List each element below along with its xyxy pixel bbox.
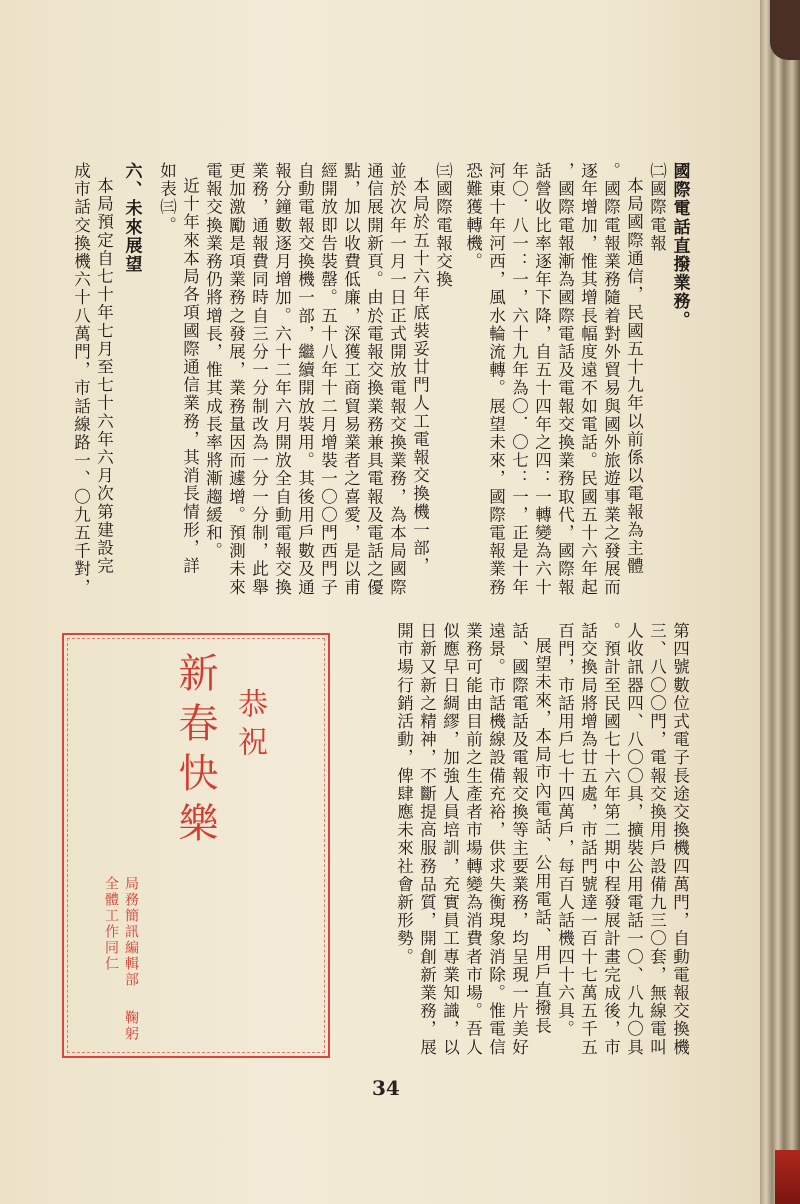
- text-line: 並於次年一月一日正式開放電報交換業務，為本局國際: [387, 162, 407, 597]
- text-line: 自動電報交換機一部，繼續開放裝用。其後用戶數及通: [295, 162, 315, 597]
- text-line: 百門，市話用戶七十四萬戶，每百人話機四十六具。: [555, 622, 575, 1039]
- text-line: 開市場行銷活動，俾肆應未來社會新形勢。: [394, 622, 414, 966]
- text-line: 年〇．八一：一，六十九年為〇．〇七：一，正是十年: [509, 162, 529, 597]
- text-line: 本局預定自七十年七月至七十六年六月次第建設完: [94, 177, 114, 576]
- text-line: 報分鐘數逐月增加。六十二年六月開放全自動電報交換: [272, 162, 292, 597]
- text-line: 經開放即告裝罄。五十八年十二月增裝一〇〇門西門子: [318, 162, 338, 597]
- book-spine: [760, 0, 800, 1204]
- section-title-future-outlook: 六、未來展望: [121, 162, 142, 274]
- text-line: 似應早日綢繆，加強人員培訓，充實員工專業知識，以: [440, 622, 460, 1057]
- greeting-signature-dept: 局務簡訊編輯部: [123, 876, 139, 988]
- text-line: 成市話交換機六十八萬門，市話線路一、〇九五千對，: [71, 162, 91, 597]
- book-page-edge: [775, 1150, 800, 1204]
- book-cover-corner: [770, 0, 800, 60]
- text-line: 電報交換業務仍將增長，惟其成長率將漸趨緩和。: [203, 162, 223, 561]
- text-line: 本局於五十六年底裝妥廿門人工電報交換機一部，: [410, 177, 430, 576]
- text-line: 河東十年河西，風水輪流轉。展望未來，國際電報業務: [486, 162, 506, 597]
- text-line: 展望未來，本局市內電話、公用電話、用戶直撥長: [532, 637, 552, 1036]
- page-number: 34: [372, 1076, 400, 1100]
- greeting-title: 恭祝: [232, 688, 267, 764]
- text-line: 人收訊器四、八〇〇具，擴裝公用電話一〇、八九〇具: [624, 622, 644, 1057]
- text-line: 話營收比率逐年下降，自五十四年之四：一轉變為六十: [532, 162, 552, 597]
- subsection-title-telegram: ㈡國際電報: [647, 162, 667, 253]
- text-line: 話、國際電話及電報交換等主要業務，均呈現一片美好: [509, 622, 529, 1057]
- greeting-signature-staff: 全體工作同仁: [103, 876, 119, 972]
- greeting-message: 新春快樂: [172, 652, 218, 852]
- text-line: 如表㈢。: [157, 162, 177, 235]
- subsection-title-telex: ㈢國際電報交換: [433, 162, 453, 289]
- greeting-signature-bow: 鞠躬: [123, 1010, 139, 1042]
- text-line: 第四號數位式電子長途交換機四萬門，自動電報交換機: [670, 622, 690, 1057]
- text-line: 話交換局將增為廿五處，市話門號達一百十七萬五千五: [578, 622, 598, 1057]
- text-line: 點，加以收費低廉，深獲工商貿易業者之喜愛，是以甫: [341, 162, 361, 597]
- text-line: 近十年來本局各項國際通信業務，其消長情形，詳: [180, 177, 200, 576]
- text-line: 業務可能由目前之生產者市場轉變為消費者市場。吾人: [463, 622, 483, 1057]
- text-line: 。預計至民國七十六年第二期中程發展計畫完成後，市: [601, 622, 621, 1057]
- text-line: 三、八〇〇門，電報交換用戶設備九三〇套，無線電叫: [647, 622, 667, 1057]
- text-line: 逐年增加，惟其增長幅度遠不如電話。民國五十六年起: [578, 162, 598, 597]
- text-line: 通信展開新頁。由於電報交換業務兼具電報及電話之優: [364, 162, 384, 597]
- text-line: 恐難獲轉機。: [463, 162, 483, 271]
- text-line: 遠景。市話機線設備充裕，供求失衡現象消除。惟電信: [486, 622, 506, 1057]
- text-line: 。國際電報業務隨着對外貿易與國外旅遊事業之發展而: [601, 162, 621, 597]
- text-line: 本局國際通信，民國五十九年以前係以電報為主體: [624, 177, 644, 576]
- text-line: 日新又新之精神，不斷提高服務品質，開創新業務，展: [417, 622, 437, 1057]
- text-line: ，國際電報漸為國際電話及電報交換業務取代，國際報: [555, 162, 575, 597]
- top-heading: 國際電話直撥業務。: [669, 162, 690, 330]
- text-line: 業務，通報費同時自三分一分制改為一分一分制，此舉: [249, 162, 269, 597]
- text-line: 更加激勵是項業務之發展，業務量因而遽增。預測未來: [226, 162, 246, 597]
